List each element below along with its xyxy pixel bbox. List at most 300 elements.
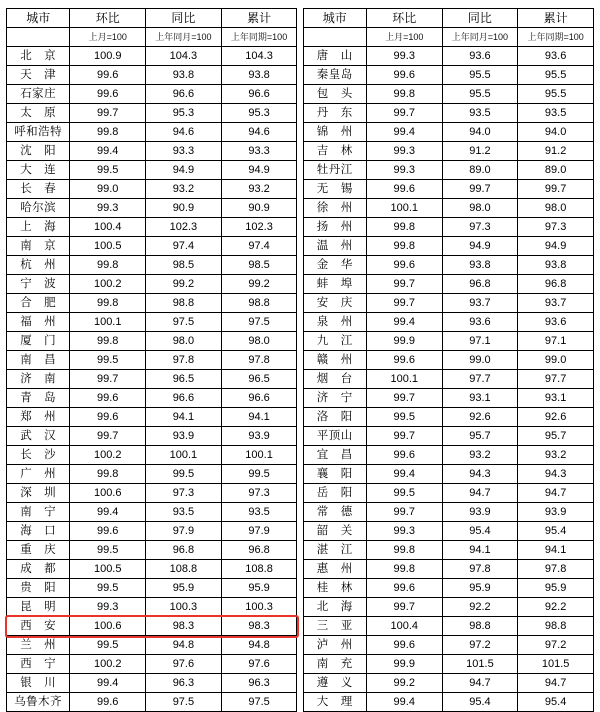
yoy-value-right: 98.8: [442, 617, 518, 636]
mom-value-left: 100.1: [70, 313, 146, 332]
table-row: [7, 579, 594, 598]
yoy-value-right: 97.8: [442, 560, 518, 579]
yoy-value-right: 95.5: [442, 85, 518, 104]
city-name-left: 石家庄: [7, 85, 70, 104]
table-row: [7, 313, 594, 332]
yoy-value-left: 90.9: [146, 199, 222, 218]
table-row: [7, 484, 594, 503]
yoy-value-left: 93.9: [146, 427, 222, 446]
cumulative-value-left: 94.1: [221, 408, 297, 427]
mom-value-right: 99.7: [366, 503, 442, 522]
mom-value-left: 100.5: [70, 560, 146, 579]
city-name-left: 长 春: [7, 180, 70, 199]
yoy-value-left: 94.8: [146, 636, 222, 655]
city-name-left: 贵 阳: [7, 579, 70, 598]
table-row: [7, 598, 594, 617]
cumulative-value-left: 102.3: [221, 218, 297, 237]
table-row: [7, 408, 594, 427]
mom-value-left: 100.6: [70, 617, 146, 636]
cumulative-value-left: 98.5: [221, 256, 297, 275]
city-name-right: 洛 阳: [303, 408, 366, 427]
cumulative-value-left: 96.8: [221, 541, 297, 560]
cumulative-value-left: 97.5: [221, 693, 297, 712]
yoy-value-right: 97.1: [442, 332, 518, 351]
cumulative-value-right: 95.7: [518, 427, 594, 446]
city-name-left: 沈 阳: [7, 142, 70, 161]
header-mom-right: 环比: [366, 9, 442, 28]
cumulative-value-left: 96.6: [221, 85, 297, 104]
city-name-right: 北 海: [303, 598, 366, 617]
mom-value-left: 99.3: [70, 598, 146, 617]
cumulative-value-right: 97.3: [518, 218, 594, 237]
cumulative-value-left: 95.3: [221, 104, 297, 123]
yoy-value-left: 96.6: [146, 85, 222, 104]
table-row: [7, 180, 594, 199]
cumulative-value-left: 95.9: [221, 579, 297, 598]
city-name-right: 烟 台: [303, 370, 366, 389]
table-row: [7, 161, 594, 180]
mom-value-left: 100.5: [70, 237, 146, 256]
city-name-left: 太 原: [7, 104, 70, 123]
yoy-value-right: 93.1: [442, 389, 518, 408]
city-name-right: 唐 山: [303, 47, 366, 66]
header-city-right: 城市: [303, 9, 366, 28]
yoy-value-right: 99.7: [442, 180, 518, 199]
city-name-left: 大 连: [7, 161, 70, 180]
cumulative-value-right: 93.6: [518, 313, 594, 332]
table-row: [7, 503, 594, 522]
cumulative-value-right: 96.8: [518, 275, 594, 294]
table-row: [7, 294, 594, 313]
yoy-value-left: 95.9: [146, 579, 222, 598]
subheader-yoy-right: 上年同月=100: [442, 28, 518, 47]
yoy-value-right: 91.2: [442, 142, 518, 161]
table-row: [7, 522, 594, 541]
city-name-right: 秦皇岛: [303, 66, 366, 85]
mom-value-left: 99.8: [70, 256, 146, 275]
yoy-value-right: 94.3: [442, 465, 518, 484]
yoy-value-right: 94.9: [442, 237, 518, 256]
yoy-value-right: 96.8: [442, 275, 518, 294]
cumulative-value-left: 97.3: [221, 484, 297, 503]
city-name-right: 湛 江: [303, 541, 366, 560]
yoy-value-left: 97.9: [146, 522, 222, 541]
mom-value-right: 99.8: [366, 218, 442, 237]
city-name-left: 兰 州: [7, 636, 70, 655]
yoy-value-right: 98.0: [442, 199, 518, 218]
mom-value-right: 99.8: [366, 560, 442, 579]
subheader-mom-right: 上月=100: [366, 28, 442, 47]
city-name-left: 昆 明: [7, 598, 70, 617]
table-row: [7, 636, 594, 655]
mom-value-right: 99.3: [366, 161, 442, 180]
city-name-right: 包 头: [303, 85, 366, 104]
yoy-value-right: 95.7: [442, 427, 518, 446]
mom-value-left: 99.8: [70, 123, 146, 142]
city-name-right: 南 充: [303, 655, 366, 674]
yoy-value-right: 97.3: [442, 218, 518, 237]
yoy-value-right: 97.7: [442, 370, 518, 389]
mom-value-left: 99.7: [70, 427, 146, 446]
cumulative-value-right: 89.0: [518, 161, 594, 180]
table-row: [7, 693, 594, 712]
cumulative-value-left: 108.8: [221, 560, 297, 579]
cumulative-value-left: 100.1: [221, 446, 297, 465]
cumulative-value-right: 94.9: [518, 237, 594, 256]
cumulative-value-left: 104.3: [221, 47, 297, 66]
table-row: [7, 47, 594, 66]
mom-value-left: 100.6: [70, 484, 146, 503]
mom-value-left: 99.0: [70, 180, 146, 199]
city-name-left: 合 肥: [7, 294, 70, 313]
yoy-value-right: 92.6: [442, 408, 518, 427]
yoy-value-left: 93.2: [146, 180, 222, 199]
mom-value-right: 99.6: [366, 256, 442, 275]
table-row: [7, 123, 594, 142]
table-row: [7, 237, 594, 256]
cumulative-value-right: 98.0: [518, 199, 594, 218]
mom-value-left: 99.7: [70, 370, 146, 389]
mom-value-left: 99.5: [70, 351, 146, 370]
cumulative-value-right: 94.7: [518, 674, 594, 693]
cumulative-value-left: 98.3: [221, 617, 297, 636]
city-name-left: 南 京: [7, 237, 70, 256]
yoy-value-left: 104.3: [146, 47, 222, 66]
city-name-left: 深 圳: [7, 484, 70, 503]
table-body: [7, 47, 594, 712]
mom-value-left: 99.8: [70, 332, 146, 351]
cumulative-value-right: 95.5: [518, 66, 594, 85]
cumulative-value-left: 96.5: [221, 370, 297, 389]
city-name-left: 杭 州: [7, 256, 70, 275]
city-name-right: 三 亚: [303, 617, 366, 636]
yoy-value-left: 96.6: [146, 389, 222, 408]
table-row: [7, 655, 594, 674]
yoy-value-right: 93.9: [442, 503, 518, 522]
cumulative-value-right: 99.0: [518, 351, 594, 370]
cumulative-value-right: 94.0: [518, 123, 594, 142]
table-row: [7, 104, 594, 123]
city-name-left: 广 州: [7, 465, 70, 484]
yoy-value-left: 95.3: [146, 104, 222, 123]
table-row: [7, 85, 594, 104]
yoy-value-right: 99.0: [442, 351, 518, 370]
cumulative-value-left: 97.4: [221, 237, 297, 256]
mom-value-right: 100.1: [366, 199, 442, 218]
cumulative-value-right: 97.7: [518, 370, 594, 389]
mom-value-right: 99.8: [366, 85, 442, 104]
yoy-value-right: 89.0: [442, 161, 518, 180]
cumulative-value-left: 96.3: [221, 674, 297, 693]
yoy-value-left: 97.4: [146, 237, 222, 256]
city-name-right: 泸 州: [303, 636, 366, 655]
table-row: [7, 370, 594, 389]
yoy-value-left: 94.6: [146, 123, 222, 142]
mom-value-right: 99.6: [366, 180, 442, 199]
yoy-value-left: 98.8: [146, 294, 222, 313]
mom-value-right: 99.6: [366, 351, 442, 370]
city-name-left: 上 海: [7, 218, 70, 237]
mom-value-left: 99.6: [70, 522, 146, 541]
mom-value-right: 99.5: [366, 408, 442, 427]
subheader-mom-left: 上月=100: [70, 28, 146, 47]
yoy-value-right: 95.4: [442, 693, 518, 712]
city-name-left: 北 京: [7, 47, 70, 66]
mom-value-right: 99.7: [366, 275, 442, 294]
cumulative-value-right: 97.8: [518, 560, 594, 579]
city-name-right: 平顶山: [303, 427, 366, 446]
yoy-value-left: 97.6: [146, 655, 222, 674]
yoy-value-right: 95.5: [442, 66, 518, 85]
mom-value-right: 99.7: [366, 294, 442, 313]
cumulative-value-right: 95.4: [518, 522, 594, 541]
yoy-value-left: 108.8: [146, 560, 222, 579]
yoy-value-right: 93.7: [442, 294, 518, 313]
city-name-left: 郑 州: [7, 408, 70, 427]
yoy-value-right: 92.2: [442, 598, 518, 617]
mom-value-right: 99.2: [366, 674, 442, 693]
city-name-right: 徐 州: [303, 199, 366, 218]
yoy-value-left: 93.3: [146, 142, 222, 161]
cumulative-value-right: 98.8: [518, 617, 594, 636]
mom-value-right: 99.3: [366, 47, 442, 66]
mom-value-left: 100.2: [70, 655, 146, 674]
mom-value-right: 99.6: [366, 579, 442, 598]
mom-value-left: 99.5: [70, 161, 146, 180]
cumulative-value-right: 93.6: [518, 47, 594, 66]
mom-value-left: 99.8: [70, 465, 146, 484]
header-yoy-right: 同比: [442, 9, 518, 28]
table-row: [7, 465, 594, 484]
yoy-value-left: 97.8: [146, 351, 222, 370]
yoy-value-left: 98.0: [146, 332, 222, 351]
city-name-right: 泉 州: [303, 313, 366, 332]
table-row: [7, 541, 594, 560]
cumulative-value-left: 94.9: [221, 161, 297, 180]
city-name-left: 福 州: [7, 313, 70, 332]
mom-value-right: 99.6: [366, 446, 442, 465]
yoy-value-right: 95.9: [442, 579, 518, 598]
cumulative-value-left: 97.5: [221, 313, 297, 332]
subheader-city-left: [7, 28, 70, 47]
mom-value-left: 99.6: [70, 85, 146, 104]
table-row: [7, 66, 594, 85]
city-name-right: 岳 阳: [303, 484, 366, 503]
header-yoy-left: 同比: [146, 9, 222, 28]
city-name-right: 大 理: [303, 693, 366, 712]
city-name-right: 吉 林: [303, 142, 366, 161]
mom-value-left: 99.5: [70, 541, 146, 560]
cumulative-value-left: 98.0: [221, 332, 297, 351]
yoy-value-left: 96.8: [146, 541, 222, 560]
city-name-left: 武 汉: [7, 427, 70, 446]
table-header-row: [7, 9, 594, 28]
mom-value-right: 99.8: [366, 237, 442, 256]
city-name-left: 西 宁: [7, 655, 70, 674]
price-index-table: [6, 8, 594, 712]
mom-value-left: 99.4: [70, 142, 146, 161]
mom-value-right: 99.4: [366, 313, 442, 332]
yoy-value-left: 97.5: [146, 313, 222, 332]
city-name-left: 南 宁: [7, 503, 70, 522]
mom-value-right: 99.7: [366, 427, 442, 446]
cumulative-value-left: 93.3: [221, 142, 297, 161]
cumulative-value-left: 93.9: [221, 427, 297, 446]
mom-value-left: 100.2: [70, 446, 146, 465]
cumulative-value-left: 98.8: [221, 294, 297, 313]
mom-value-right: 99.5: [366, 484, 442, 503]
cumulative-value-right: 101.5: [518, 655, 594, 674]
city-name-left: 长 沙: [7, 446, 70, 465]
mom-value-right: 99.6: [366, 66, 442, 85]
yoy-value-right: 94.0: [442, 123, 518, 142]
cumulative-value-left: 93.2: [221, 180, 297, 199]
city-name-right: 常 德: [303, 503, 366, 522]
cumulative-value-left: 94.8: [221, 636, 297, 655]
cumulative-value-right: 92.6: [518, 408, 594, 427]
cumulative-value-left: 97.9: [221, 522, 297, 541]
city-name-left: 宁 波: [7, 275, 70, 294]
subheader-cumulative-right: 上年同期=100: [518, 28, 594, 47]
city-name-right: 扬 州: [303, 218, 366, 237]
city-name-left: 厦 门: [7, 332, 70, 351]
yoy-value-left: 94.1: [146, 408, 222, 427]
cumulative-value-right: 93.9: [518, 503, 594, 522]
mom-value-right: 99.4: [366, 123, 442, 142]
table-row: [7, 560, 594, 579]
city-name-right: 惠 州: [303, 560, 366, 579]
yoy-value-right: 95.4: [442, 522, 518, 541]
city-name-right: 金 华: [303, 256, 366, 275]
cumulative-value-right: 93.1: [518, 389, 594, 408]
city-name-right: 蚌 埠: [303, 275, 366, 294]
city-name-right: 安 庆: [303, 294, 366, 313]
mom-value-right: 99.9: [366, 655, 442, 674]
yoy-value-left: 96.3: [146, 674, 222, 693]
cumulative-value-left: 99.5: [221, 465, 297, 484]
cumulative-value-left: 100.3: [221, 598, 297, 617]
cumulative-value-right: 92.2: [518, 598, 594, 617]
mom-value-left: 99.6: [70, 693, 146, 712]
mom-value-left: 99.6: [70, 408, 146, 427]
yoy-value-left: 98.3: [146, 617, 222, 636]
header-mom-left: 环比: [70, 9, 146, 28]
city-name-right: 丹 东: [303, 104, 366, 123]
mom-value-right: 99.4: [366, 693, 442, 712]
table-row: [7, 199, 594, 218]
city-name-left: 哈尔滨: [7, 199, 70, 218]
mom-value-left: 99.5: [70, 579, 146, 598]
yoy-value-left: 94.9: [146, 161, 222, 180]
subheader-yoy-left: 上年同月=100: [146, 28, 222, 47]
table-row: [7, 446, 594, 465]
yoy-value-left: 97.3: [146, 484, 222, 503]
cumulative-value-right: 95.5: [518, 85, 594, 104]
yoy-value-right: 94.7: [442, 674, 518, 693]
yoy-value-left: 97.5: [146, 693, 222, 712]
city-name-right: 锦 州: [303, 123, 366, 142]
yoy-value-right: 94.7: [442, 484, 518, 503]
table-row: [7, 275, 594, 294]
mom-value-right: 99.7: [366, 104, 442, 123]
city-name-left: 乌鲁木齐: [7, 693, 70, 712]
table-row: [7, 351, 594, 370]
yoy-value-left: 99.5: [146, 465, 222, 484]
city-name-left: 青 岛: [7, 389, 70, 408]
mom-value-left: 99.5: [70, 636, 146, 655]
cumulative-value-right: 93.2: [518, 446, 594, 465]
city-name-left: 西 安: [7, 617, 70, 636]
city-name-left: 南 昌: [7, 351, 70, 370]
city-name-right: 宜 昌: [303, 446, 366, 465]
cumulative-value-left: 97.6: [221, 655, 297, 674]
cumulative-value-left: 94.6: [221, 123, 297, 142]
yoy-value-right: 101.5: [442, 655, 518, 674]
yoy-value-right: 93.6: [442, 313, 518, 332]
city-name-right: 赣 州: [303, 351, 366, 370]
mom-value-right: 100.1: [366, 370, 442, 389]
yoy-value-left: 102.3: [146, 218, 222, 237]
yoy-value-right: 93.5: [442, 104, 518, 123]
yoy-value-right: 97.2: [442, 636, 518, 655]
cumulative-value-right: 97.2: [518, 636, 594, 655]
cumulative-value-right: 99.7: [518, 180, 594, 199]
header-cumulative-left: 累计: [221, 9, 297, 28]
yoy-value-right: 93.8: [442, 256, 518, 275]
cumulative-value-right: 95.9: [518, 579, 594, 598]
yoy-value-left: 93.8: [146, 66, 222, 85]
mom-value-right: 99.7: [366, 389, 442, 408]
table-row: [7, 142, 594, 161]
yoy-value-left: 93.5: [146, 503, 222, 522]
city-name-left: 济 南: [7, 370, 70, 389]
cumulative-value-left: 90.9: [221, 199, 297, 218]
city-name-right: 遵 义: [303, 674, 366, 693]
city-name-left: 重 庆: [7, 541, 70, 560]
table-row: [7, 256, 594, 275]
city-name-right: 桂 林: [303, 579, 366, 598]
mom-value-right: 99.7: [366, 598, 442, 617]
table-row: [7, 218, 594, 237]
mom-value-right: 99.8: [366, 541, 442, 560]
cumulative-value-left: 93.5: [221, 503, 297, 522]
table-subheader-row: [7, 28, 594, 47]
city-name-right: 襄 阳: [303, 465, 366, 484]
city-name-left: 天 津: [7, 66, 70, 85]
city-name-left: 成 都: [7, 560, 70, 579]
mom-value-right: 99.4: [366, 465, 442, 484]
yoy-value-left: 100.1: [146, 446, 222, 465]
mom-value-left: 99.3: [70, 199, 146, 218]
city-name-right: 牡丹江: [303, 161, 366, 180]
cumulative-value-right: 94.7: [518, 484, 594, 503]
yoy-value-left: 98.5: [146, 256, 222, 275]
yoy-value-left: 99.2: [146, 275, 222, 294]
subheader-city-right: [303, 28, 366, 47]
yoy-value-right: 94.1: [442, 541, 518, 560]
city-name-right: 济 宁: [303, 389, 366, 408]
mom-value-left: 99.4: [70, 503, 146, 522]
city-name-right: 九 江: [303, 332, 366, 351]
cumulative-value-left: 99.2: [221, 275, 297, 294]
cumulative-value-right: 93.8: [518, 256, 594, 275]
header-city-left: 城市: [7, 9, 70, 28]
mom-value-left: 99.7: [70, 104, 146, 123]
mom-value-right: 100.4: [366, 617, 442, 636]
mom-value-right: 99.6: [366, 636, 442, 655]
mom-value-right: 99.9: [366, 332, 442, 351]
mom-value-right: 99.3: [366, 522, 442, 541]
